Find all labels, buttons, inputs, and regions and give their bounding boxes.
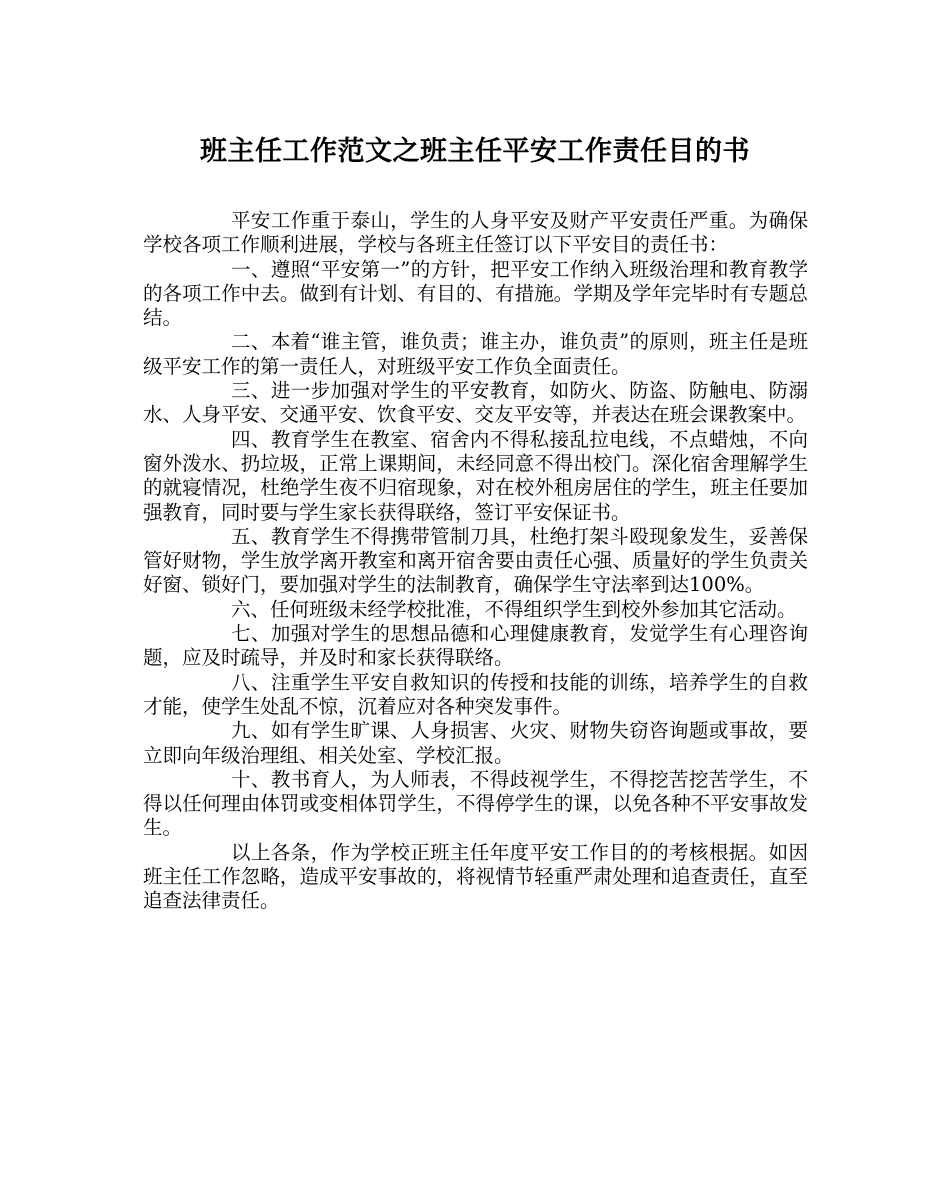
paragraph-item-4: 四、教育学生在教室、宿舍内不得私接乱拉电线，不点蜡烛，不向窗外泼水、扔垃圾，正常上课期间，未经同意不得出校门。深化宿舍理解学生的就寝情况，杜绝学生夜不归宿现象，对在校外租房居住的学生，班主任要加强教育，同时要与学生家长获得联络，签订平安保证书。 — [143, 427, 808, 524]
paragraph-item-6: 六、任何班级未经学校批准，不得组织学生到校外参加其它活动。 — [231, 597, 797, 621]
document-title: 班主任工作范文之班主任平安工作责任目的书 — [200, 136, 750, 167]
paragraph-item-10: 十、教书育人，为人师表，不得歧视学生，不得挖苦挖苦学生，不得以任何理由体罚或变相体罚学生，不得停学生的课，以免各种不平安事故发生。 — [143, 767, 808, 840]
paragraph-intro: 平安工作重于泰山，学生的人身平安及财产平安责任严重。为确保学校各项工作顺利进展，学校与各班主任签订以下平安目的责任书： — [143, 209, 808, 257]
paragraph-item-3: 三、进一步加强对学生的平安教育，如防火、防盗、防触电、防溺水、人身平安、交通平安、饮食平安、交友平安等，并表达在班会课教案中。 — [143, 379, 808, 427]
paragraph-item-5: 五、教育学生不得携带管制刀具，杜绝打架斗殴现象发生，妥善保管好财物，学生放学离开教室和离开宿舍要由责任心强、质量好的学生负责关好窗、锁好门，要加强对学生的法制教育，确保学生守法率到达100%。 — [143, 524, 808, 597]
paragraph-item-8: 八、注重学生平安自救知识的传授和技能的训练，培养学生的自救才能，使学生处乱不惊，沉着应对各种突发事件。 — [143, 670, 808, 718]
paragraph-item-9: 九、如有学生旷课、人身损害、火灾、财物失窃咨询题或事故，要立即向年级治理组、相关处室、学校汇报。 — [143, 719, 808, 767]
paragraph-item-2: 二、本着“谁主管，谁负责；谁主办，谁负责”的原则，班主任是班级平安工作的第一责任人，对班级平安工作负全面责任。 — [143, 330, 808, 378]
document-body — [143, 209, 808, 914]
paragraph-item-1: 一、遵照“平安第一”的方针，把平安工作纳入班级治理和教育教学的各项工作中去。做到有计划、有目的、有措施。学期及学年完毕时有专题总结。 — [143, 257, 808, 330]
paragraph-item-7: 七、加强对学生的思想品德和心理健康教育，发觉学生有心理咨询题，应及时疏导，并及时和家长获得联络。 — [143, 622, 808, 670]
paragraph-conclusion: 以上各条，作为学校正班主任年度平安工作目的的考核根据。如因班主任工作忽略，造成平安事故的，将视情节轻重严肃处理和追查责任，直至追查法律责任。 — [143, 840, 808, 913]
